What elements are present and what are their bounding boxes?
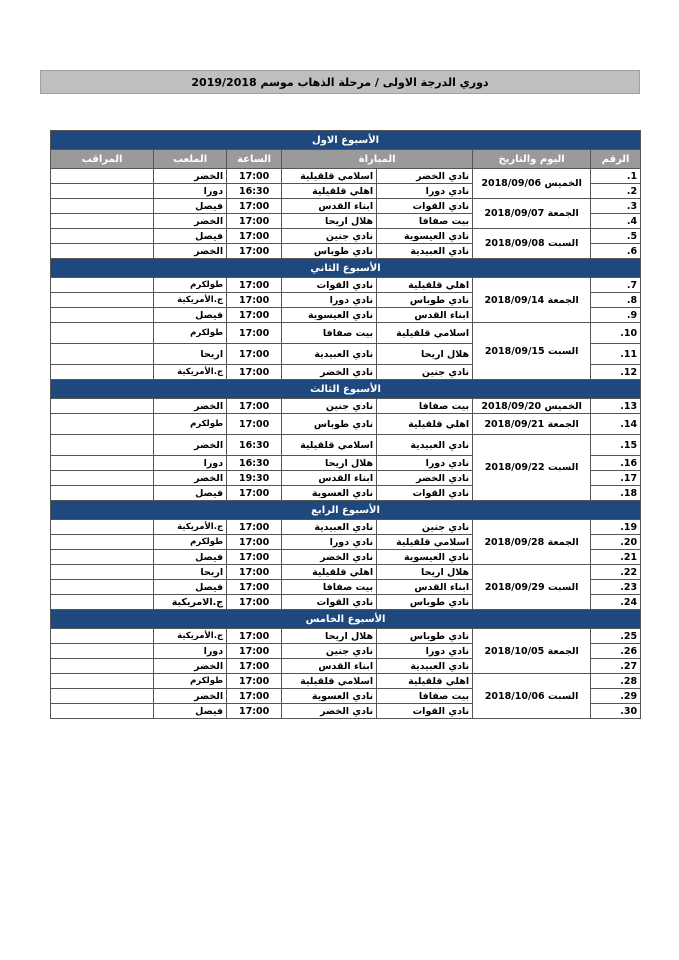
venue: ج.الأمريكية (154, 365, 227, 380)
observer-cell (51, 199, 154, 214)
kickoff-time: 17:00 (227, 244, 282, 259)
observer-cell (51, 595, 154, 610)
match-date: السبت 2018/09/22 (473, 435, 591, 501)
kickoff-time: 17:00 (227, 486, 282, 501)
venue: فيصل (154, 229, 227, 244)
col-number-header: الرقم (591, 150, 641, 169)
match-date: السبت 2018/09/29 (473, 565, 591, 610)
home-team: نادي العبيدية (377, 659, 473, 674)
away-team: نادي جنين (282, 229, 377, 244)
match-number: 4. (591, 214, 641, 229)
match-number: 9. (591, 308, 641, 323)
match-number: 6. (591, 244, 641, 259)
away-team: نادي القوات (282, 278, 377, 293)
match-number: 7. (591, 278, 641, 293)
away-team: نادي طوباس (282, 244, 377, 259)
match-date: الخميس 2018/09/20 (473, 399, 591, 414)
venue: الخضر (154, 689, 227, 704)
table-row (51, 674, 641, 689)
venue: ج.الأمريكية (154, 293, 227, 308)
observer-cell (51, 435, 154, 456)
venue: فيصل (154, 308, 227, 323)
away-team: هلال اريحا (282, 214, 377, 229)
away-team: بيت صفافا (282, 323, 377, 344)
table-row (51, 399, 641, 414)
venue: الخضر (154, 244, 227, 259)
observer-cell (51, 644, 154, 659)
away-team: نادي دورا (282, 293, 377, 308)
week-label: الأسبوع الثاني (51, 259, 641, 278)
away-team: هلال اريحا (282, 456, 377, 471)
match-number: 25. (591, 629, 641, 644)
home-team: نادي دورا (377, 184, 473, 199)
table-row (51, 199, 641, 214)
kickoff-time: 17:00 (227, 535, 282, 550)
away-team: نادي الخضر (282, 550, 377, 565)
observer-cell (51, 629, 154, 644)
observer-cell (51, 565, 154, 580)
venue: دورا (154, 644, 227, 659)
week-label: الأسبوع الثالث (51, 380, 641, 399)
venue: الخضر (154, 399, 227, 414)
match-date: الجمعة 2018/09/21 (473, 414, 591, 435)
table-row (51, 520, 641, 535)
kickoff-time: 17:00 (227, 704, 282, 719)
match-number: 23. (591, 580, 641, 595)
match-number: 17. (591, 471, 641, 486)
venue: دورا (154, 184, 227, 199)
match-number: 27. (591, 659, 641, 674)
venue: طولكرم (154, 278, 227, 293)
away-team: نادي العبيدية (282, 520, 377, 535)
match-number: 22. (591, 565, 641, 580)
away-team: ابناء القدس (282, 659, 377, 674)
observer-cell (51, 278, 154, 293)
week-label: الأسبوع الاول (51, 131, 641, 150)
match-number: 30. (591, 704, 641, 719)
venue: طولكرم (154, 674, 227, 689)
observer-cell (51, 520, 154, 535)
kickoff-time: 17:00 (227, 229, 282, 244)
away-team: اسلامي قلقيلية (282, 674, 377, 689)
away-team: نادي العيسوية (282, 308, 377, 323)
away-team: نادي طوباس (282, 414, 377, 435)
home-team: اهلي قلقيلية (377, 414, 473, 435)
table-row (51, 229, 641, 244)
match-date: الجمعة 2018/09/28 (473, 520, 591, 565)
kickoff-time: 17:00 (227, 199, 282, 214)
col-venue-header: الملعب (154, 150, 227, 169)
kickoff-time: 17:00 (227, 293, 282, 308)
away-team: ابناء القدس (282, 471, 377, 486)
venue: الخضر (154, 435, 227, 456)
home-team: نادي القوات (377, 486, 473, 501)
home-team: نادي طوباس (377, 595, 473, 610)
home-team: نادي القوات (377, 199, 473, 214)
home-team: نادي الخضر (377, 169, 473, 184)
kickoff-time: 17:00 (227, 520, 282, 535)
week-header-row (51, 131, 641, 150)
match-number: 13. (591, 399, 641, 414)
observer-cell (51, 399, 154, 414)
table-row (51, 169, 641, 184)
away-team: نادي العبيدية (282, 344, 377, 365)
col-date-header: اليوم والتاريخ (473, 150, 591, 169)
match-number: 12. (591, 365, 641, 380)
match-date: السبت 2018/09/15 (473, 323, 591, 380)
venue: طولكرم (154, 323, 227, 344)
observer-cell (51, 293, 154, 308)
venue: ج.الامريكية (154, 595, 227, 610)
fixtures-table (50, 130, 641, 719)
match-number: 24. (591, 595, 641, 610)
away-team: نادي القوات (282, 595, 377, 610)
away-team: ابناء القدس (282, 199, 377, 214)
match-number: 16. (591, 456, 641, 471)
kickoff-time: 17:00 (227, 580, 282, 595)
venue: فيصل (154, 486, 227, 501)
observer-cell (51, 214, 154, 229)
kickoff-time: 17:00 (227, 214, 282, 229)
match-date: السبت 2018/10/06 (473, 674, 591, 719)
home-team: نادي العبيدية (377, 435, 473, 456)
table-row (51, 435, 641, 456)
away-team: نادي الخضر (282, 704, 377, 719)
observer-cell (51, 244, 154, 259)
observer-cell (51, 689, 154, 704)
observer-cell (51, 535, 154, 550)
home-team: اهلي قلقيلية (377, 278, 473, 293)
home-team: نادي العيسوية (377, 550, 473, 565)
kickoff-time: 17:00 (227, 674, 282, 689)
match-number: 28. (591, 674, 641, 689)
venue: اريحا (154, 565, 227, 580)
away-team: اهلي قلقيلية (282, 184, 377, 199)
home-team: نادي جنين (377, 365, 473, 380)
away-team: اسلامي قلقيلية (282, 435, 377, 456)
observer-cell (51, 580, 154, 595)
match-number: 10. (591, 323, 641, 344)
match-number: 21. (591, 550, 641, 565)
venue: ج.الأمريكية (154, 520, 227, 535)
away-team: نادي العسوية (282, 689, 377, 704)
home-team: اسلامي قلقيلية (377, 323, 473, 344)
week-label: الأسبوع الرابع (51, 501, 641, 520)
venue: طولكرم (154, 414, 227, 435)
match-number: 3. (591, 199, 641, 214)
home-team: بيت صفافا (377, 214, 473, 229)
table-row (51, 278, 641, 293)
kickoff-time: 17:00 (227, 414, 282, 435)
match-number: 29. (591, 689, 641, 704)
away-team: نادي العسوية (282, 486, 377, 501)
venue: دورا (154, 456, 227, 471)
home-team: نادي القوات (377, 704, 473, 719)
home-team: نادي جنين (377, 520, 473, 535)
venue: الخضر (154, 214, 227, 229)
venue: الخضر (154, 659, 227, 674)
col-time-header: الساعة (227, 150, 282, 169)
column-header-row (51, 150, 641, 169)
observer-cell (51, 486, 154, 501)
week-header-row (51, 501, 641, 520)
venue: فيصل (154, 704, 227, 719)
kickoff-time: 17:00 (227, 629, 282, 644)
away-team: نادي جنين (282, 399, 377, 414)
home-team: ابناء القدس (377, 580, 473, 595)
away-team: هلال اريحا (282, 629, 377, 644)
home-team: نادي طوباس (377, 293, 473, 308)
observer-cell (51, 456, 154, 471)
match-number: 26. (591, 644, 641, 659)
home-team: اسلامي قلقيلية (377, 535, 473, 550)
col-observer-header: المراقب (51, 150, 154, 169)
kickoff-time: 17:00 (227, 595, 282, 610)
kickoff-time: 17:00 (227, 308, 282, 323)
venue: طولكرم (154, 535, 227, 550)
kickoff-time: 17:00 (227, 689, 282, 704)
home-team: بيت صفافا (377, 689, 473, 704)
observer-cell (51, 471, 154, 486)
match-number: 5. (591, 229, 641, 244)
kickoff-time: 17:00 (227, 323, 282, 344)
venue: ج.الأمريكية (154, 629, 227, 644)
home-team: هلال اريحا (377, 344, 473, 365)
home-team: اهلي قلقيلية (377, 674, 473, 689)
away-team: نادي جنين (282, 644, 377, 659)
kickoff-time: 17:00 (227, 365, 282, 380)
kickoff-time: 17:00 (227, 565, 282, 580)
match-number: 18. (591, 486, 641, 501)
observer-cell (51, 308, 154, 323)
away-team: نادي دورا (282, 535, 377, 550)
match-number: 1. (591, 169, 641, 184)
venue: الخضر (154, 169, 227, 184)
observer-cell (51, 169, 154, 184)
venue: فيصل (154, 580, 227, 595)
table-row (51, 414, 641, 435)
match-number: 2. (591, 184, 641, 199)
kickoff-time: 17:00 (227, 644, 282, 659)
home-team: نادي العبيدية (377, 244, 473, 259)
observer-cell (51, 365, 154, 380)
venue: فيصل (154, 550, 227, 565)
match-number: 20. (591, 535, 641, 550)
observer-cell (51, 344, 154, 365)
away-team: اسلامي قلقيلية (282, 169, 377, 184)
observer-cell (51, 659, 154, 674)
kickoff-time: 16:30 (227, 435, 282, 456)
home-team: هلال اريحا (377, 565, 473, 580)
venue: الخضر (154, 471, 227, 486)
match-date: الجمعة 2018/10/05 (473, 629, 591, 674)
kickoff-time: 17:00 (227, 278, 282, 293)
match-date: السبت 2018/09/08 (473, 229, 591, 259)
match-number: 14. (591, 414, 641, 435)
table-row (51, 629, 641, 644)
observer-cell (51, 414, 154, 435)
observer-cell (51, 704, 154, 719)
table-row (51, 323, 641, 344)
home-team: نادي الخضر (377, 471, 473, 486)
match-date: الخميس 2018/09/06 (473, 169, 591, 199)
home-team: نادي طوباس (377, 629, 473, 644)
col-match-header: المباراة (282, 150, 473, 169)
observer-cell (51, 229, 154, 244)
week-header-row (51, 610, 641, 629)
observer-cell (51, 674, 154, 689)
week-header-row (51, 259, 641, 278)
match-number: 19. (591, 520, 641, 535)
match-number: 15. (591, 435, 641, 456)
kickoff-time: 17:00 (227, 550, 282, 565)
kickoff-time: 16:30 (227, 184, 282, 199)
home-team: نادي دورا (377, 644, 473, 659)
week-header-row (51, 380, 641, 399)
observer-cell (51, 550, 154, 565)
kickoff-time: 17:00 (227, 659, 282, 674)
venue: اريحا (154, 344, 227, 365)
kickoff-time: 19:30 (227, 471, 282, 486)
match-date: الجمعة 2018/09/07 (473, 199, 591, 229)
home-team: ابناء القدس (377, 308, 473, 323)
kickoff-time: 17:00 (227, 344, 282, 365)
kickoff-time: 17:00 (227, 399, 282, 414)
observer-cell (51, 184, 154, 199)
match-number: 8. (591, 293, 641, 308)
week-label: الأسبوع الخامس (51, 610, 641, 629)
venue: فيصل (154, 199, 227, 214)
away-team: نادي الخضر (282, 365, 377, 380)
away-team: بيت صفافا (282, 580, 377, 595)
table-row (51, 565, 641, 580)
home-team: نادي العيسوية (377, 229, 473, 244)
kickoff-time: 16:30 (227, 456, 282, 471)
match-number: 11. (591, 344, 641, 365)
away-team: اهلي قلقيلية (282, 565, 377, 580)
match-date: الجمعة 2018/09/14 (473, 278, 591, 323)
page-title: دوري الدرجة الاولى / مرحلة الذهاب موسم 2019/2018 (40, 70, 640, 94)
kickoff-time: 17:00 (227, 169, 282, 184)
home-team: بيت صفافا (377, 399, 473, 414)
home-team: نادي دورا (377, 456, 473, 471)
observer-cell (51, 323, 154, 344)
